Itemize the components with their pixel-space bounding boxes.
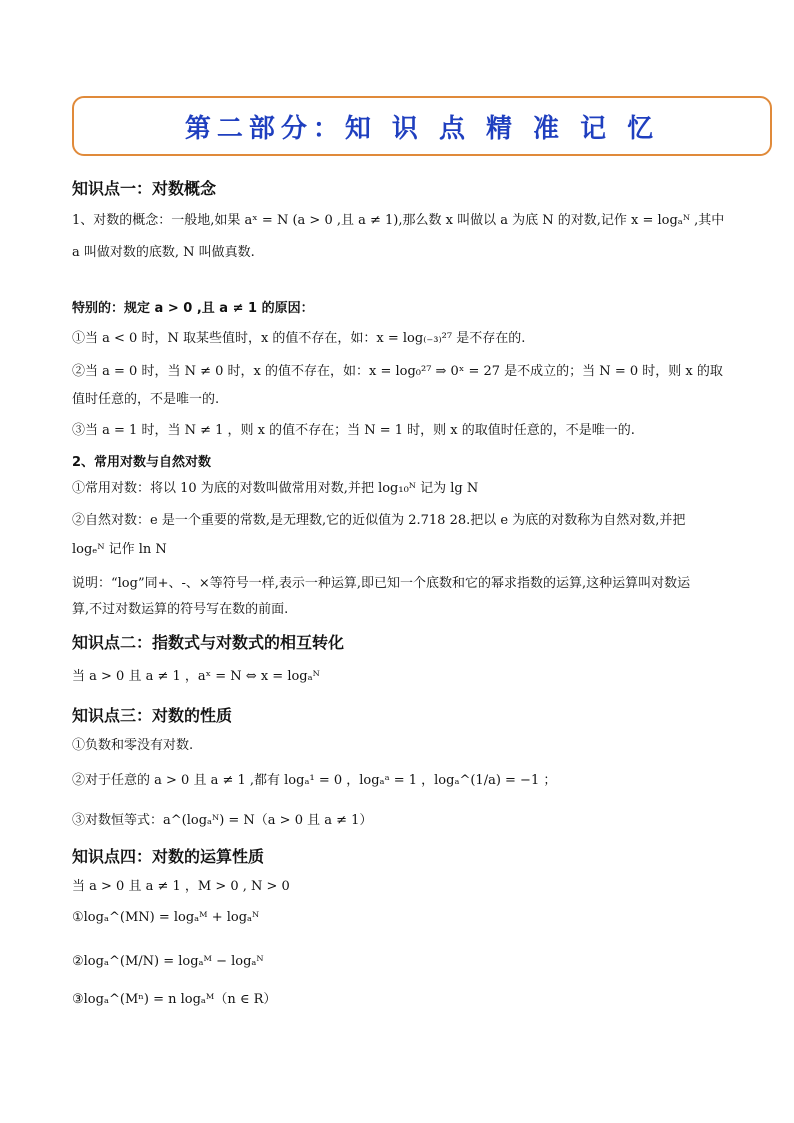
definition-line-2: a 叫做对数的底数, N 叫做真数. [72, 245, 255, 260]
definition-line-1: 1、对数的概念：一般地,如果 aˣ = N (a > 0 ,且 a ≠ 1),那么数 x 叫做以 a 为底 N 的对数,记作 x = logₐᴺ ,其中 [72, 213, 725, 228]
title-banner [72, 96, 772, 156]
section-heading-1: 知识点一：对数概念 [72, 179, 217, 198]
case-a-zero-line-2: 值时任意的，不是唯一的. [72, 392, 220, 407]
operation-rule-1: ①logₐ^(MN) = logₐᴹ + logₐᴺ [72, 910, 260, 925]
special-note-heading: 特别的：规定 a > 0 ,且 a ≠ 1 的原因： [72, 301, 314, 316]
property-1: ①负数和零没有对数. [72, 738, 194, 753]
operation-condition: 当 a > 0 且 a ≠ 1 ，M > 0 , N > 0 [72, 879, 290, 894]
case-a-one: ③当 a = 1 时，当 N ≠ 1 ，则 x 的值不存在；当 N = 1 时，则 x 的取值时任意的，不是唯一的. [72, 423, 635, 438]
operation-rule-3: ③logₐ^(Mⁿ) = n logₐᴹ（n ∈ R） [72, 992, 277, 1007]
note-line-1: 说明：“log”同+、-、×等符号一样,表示一种运算,即已知一个底数和它的幂求指数的运算,这种运算叫对数运 [72, 576, 691, 591]
common-log-line: ①常用对数：将以 10 为底的对数叫做常用对数,并把 log₁₀ᴺ 记为 lg N [72, 481, 479, 496]
subheading-common-natural: 2、常用对数与自然对数 [72, 455, 212, 470]
section-heading-3: 知识点三：对数的性质 [72, 706, 233, 725]
case-a-zero-line-1: ②当 a = 0 时，当 N ≠ 0 时，x 的值不存在，如：x = log₀²⁷ ⇒ 0ˣ = 27 是不成立的；当 N = 0 时，则 x 的取 [72, 364, 723, 379]
natural-log-line-1: ②自然对数：e 是一个重要的常数,是无理数,它的近似值为 2.718 28.把以 e 为底的对数称为自然对数,并把 [72, 513, 686, 528]
operation-rule-2: ②logₐ^(M/N) = logₐᴹ − logₐᴺ [72, 954, 264, 969]
property-3-identity: ③对数恒等式：a^(logₐᴺ) = N（a > 0 且 a ≠ 1） [72, 813, 373, 828]
section-heading-4: 知识点四：对数的运算性质 [72, 847, 265, 866]
property-2: ②对于任意的 a > 0 且 a ≠ 1 ,都有 logₐ¹ = 0 ，logₐᵃ = 1 ，logₐ^(1/a) = −1 ； [72, 773, 557, 788]
section-heading-2: 知识点二：指数式与对数式的相互转化 [72, 633, 345, 652]
natural-log-line-2: logₑᴺ 记作 ln N [72, 542, 167, 557]
case-a-negative: ①当 a < 0 时，N 取某些值时，x 的值不存在，如：x = log₍₋₃₎²⁷ 是不存在的. [72, 331, 526, 346]
banner-title: 第二部分：知 识 点 精 准 记 忆 [184, 113, 660, 144]
conversion-line: 当 a > 0 且 a ≠ 1 ，aˣ = N ⇔ x = logₐᴺ [72, 669, 320, 684]
note-line-2: 算,不过对数运算的符号写在数的前面. [72, 602, 289, 617]
